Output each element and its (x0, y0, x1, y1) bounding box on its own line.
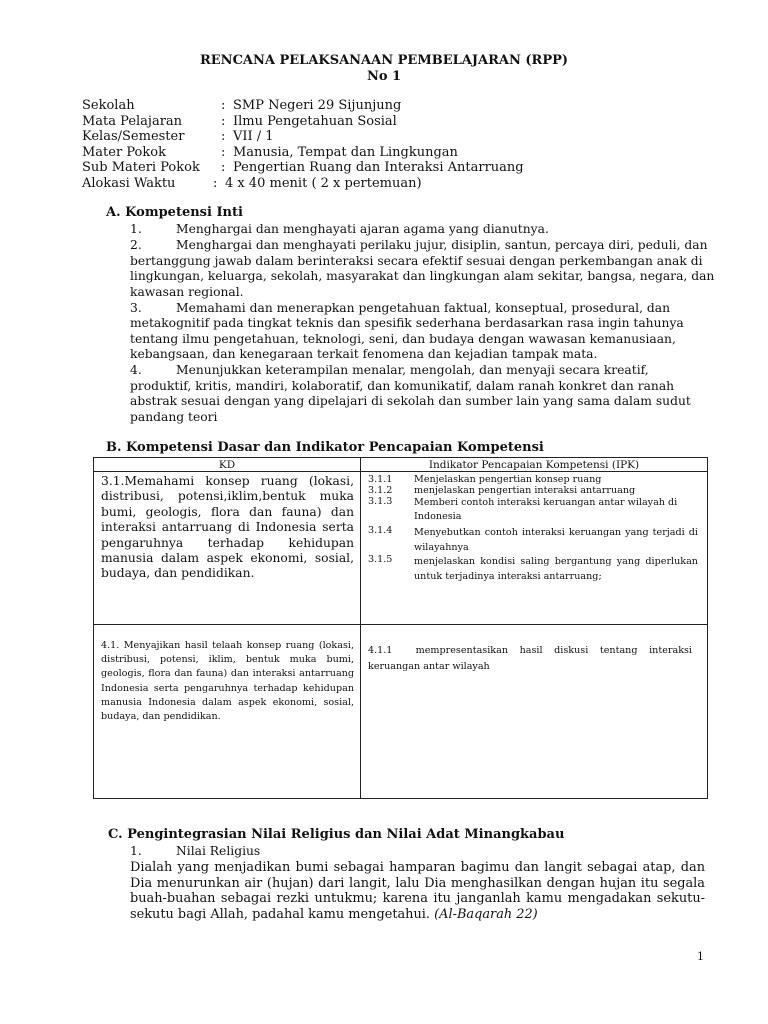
ki-text: kawasan regional. (130, 284, 244, 299)
info-colon: : (221, 98, 226, 113)
ki-text: metakognitif pada tingkat teknis dan spesifik sederhana berdasarkan rasa ingin tahunya (130, 316, 684, 330)
identity-block (0, 98, 768, 193)
ipk-number: 3.1.1 (368, 474, 393, 485)
ki-text: bertanggung jawab dalam berinteraksi secara efektif sesuai dengan perkembangan anak di (130, 253, 703, 268)
ki-text: Menghargai dan menghayati perilaku jujur, disiplin, santun, percaya diri, peduli, dan (176, 238, 708, 252)
info-label: Sub Materi Pokok (82, 160, 200, 175)
info-label: Mata Pelajaran (82, 113, 183, 129)
ipk-3-list (368, 474, 700, 614)
verse-citation: (Al-Baqarah 22) (434, 906, 538, 922)
ipk-number: 3.1.3 (368, 496, 393, 507)
ki-number: 2. (130, 238, 142, 252)
info-label: Sekolah (82, 98, 135, 113)
ki-text: lingkungan, keluarga, sekolah, masyarakat dan lingkungan alam sekitar, bangsa, negara, dan (130, 269, 715, 283)
column-divider (360, 458, 361, 798)
ki-text: Menunjukkan keterampilan menalar, mengolah, dan menyaji secara kreatif, (176, 363, 649, 377)
ipk-text: menjelaskan kondisi saling bergantung yang diperlukan untuk terjadinya interaksi antarruang; (414, 556, 698, 582)
ipk-4-1-1 (368, 643, 692, 675)
ipk-number: 3.1.5 (368, 554, 393, 565)
kd-3-1-cell: 3.1.Memahami konsep ruang (lokasi, distribusi, potensi,iklim,bentuk muka bumi, geologis, flora dan fauna) dan interaksi antarruang di Indonesia serta pengaruhnya terhadap kehidupan manusia dalam aspek ekonomi, sosial, budaya, dan pendidikan. (101, 474, 354, 581)
info-colon: : (221, 144, 226, 160)
row-divider (94, 624, 707, 625)
ipk-text: Menjelaskan pengertian konsep ruang (414, 474, 602, 485)
info-value: 4 x 40 menit ( 2 x pertemuan) (225, 175, 422, 191)
nilai-religius-title: Nilai Religius (176, 844, 261, 858)
ki-text: Memahami dan menerapkan pengetahuan faktual, konseptual, prosedural, dan (176, 300, 671, 315)
page-number: 1 (697, 950, 704, 963)
ki-text: abstrak sesuai dengan yang dipelajari di sekolah dan sumber lain yang sama dalam sudut (130, 394, 691, 408)
document-title: RENCANA PELAKSANAAN PEMBELAJARAN (RPP) (199, 53, 569, 68)
header-divider (94, 471, 707, 472)
kd-ipk-table (93, 457, 708, 799)
info-value: VII / 1 (233, 129, 274, 144)
nilai-religius-number: 1. (130, 844, 142, 858)
info-value: Pengertian Ruang dan Interaksi Antarruang (233, 160, 524, 175)
ki-text: Menghargai dan menghayati ajaran agama yang dianutnya. (176, 222, 549, 236)
ki-text: pandang teori (130, 409, 218, 424)
verse-text: Dialah yang menjadikan bumi sebagai hamparan bagimu dan langit sebagai atap, dan Dia menurunkan air (hujan) dari langit, lalu Dia menghasilkan dengan hujan itu segala buah-buahan sebagai rezki untukmu; karena itu janganlah kamu mengadakan sekutu-sekutu bagi Allah, padahal kamu mengetahui. (130, 860, 705, 922)
info-colon: : (221, 129, 226, 144)
quran-verse-paragraph (130, 860, 705, 922)
info-value: Manusia, Tempat dan Lingkungan (233, 144, 458, 160)
info-value: SMP Negeri 29 Sijunjung (233, 98, 402, 113)
ipk-text: Memberi contoh interaksi keruangan antar wilayah di Indonesia (414, 497, 678, 522)
kd-4-1-cell: 4.1. Menyajikan hasil telaah konsep ruang (lokasi, distribusi, potensi, iklim, bentuk muka bumi, geologis, flora dan fauna) dan interaksi antarruang Indonesia serta pengaruhnya terhadap kehidupan manusia Indonesia dalam aspek ekonomi, sosial, budaya, dan pendidikan. (101, 640, 354, 723)
info-colon: : (221, 160, 226, 175)
ipk-number: 3.1.4 (368, 525, 393, 536)
section-b-heading: B. Kompetensi Dasar dan Indikator Pencapaian Kompetensi (106, 440, 544, 455)
column-header-kd: KD (218, 459, 236, 471)
ipk-number: 3.1.2 (368, 485, 393, 496)
kompetensi-inti-list (0, 222, 768, 427)
info-colon: : (221, 113, 226, 129)
ki-text: produktif, kritis, mandiri, kolaboratif, dan komunikatif, dalam ranah konkret dan ranah (130, 378, 675, 393)
ki-number: 1. (130, 222, 142, 236)
info-label: Kelas/Semester (82, 129, 185, 144)
info-label: Mater Pokok (82, 144, 166, 160)
ki-text: kebangsaan, dan kenegaraan terkait fenomena dan kejadian tampak mata. (130, 347, 598, 361)
section-a-heading: A. Kompetensi Inti (106, 205, 243, 220)
ipk-text: mempresentasikan hasil diskusi tentang interaksi keruangan antar wilayah (368, 645, 693, 672)
section-c-heading: C. Pengintegrasian Nilai Religius dan Nilai Adat Minangkabau (108, 827, 565, 842)
ki-number: 3. (130, 300, 142, 315)
document-number: No 1 (366, 69, 402, 84)
ipk-text: Menyebutkan contoh interaksi keruangan yang terjadi di wilayahnya (414, 527, 698, 553)
info-value: Ilmu Pengetahuan Sosial (233, 113, 397, 129)
ki-number: 4. (130, 363, 142, 377)
info-colon: : (213, 175, 218, 191)
ipk-number: 4.1.1 (368, 645, 393, 656)
info-label: Alokasi Waktu (82, 175, 176, 191)
ipk-text: menjelaskan pengertian interaksi antarruang (414, 485, 636, 496)
column-header-ipk: Indikator Pencapaian Kompetensi (IPK) (428, 459, 640, 471)
ki-text: tentang ilmu pengetahuan, teknologi, seni, dan budaya dengan wawasan kemanusiaan, (130, 331, 676, 346)
